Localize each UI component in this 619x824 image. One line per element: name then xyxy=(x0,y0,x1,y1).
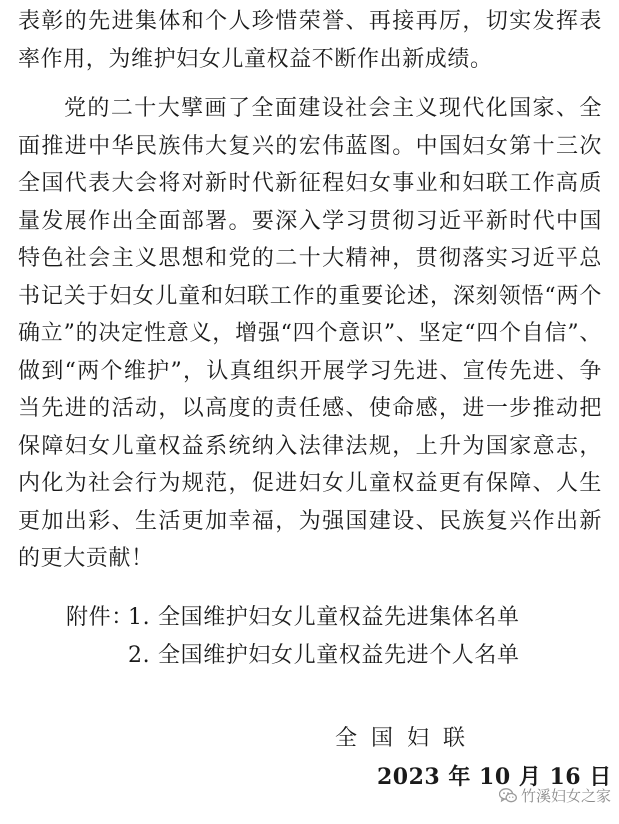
wechat-icon xyxy=(499,788,517,804)
watermark-text: 竹溪妇女之家 xyxy=(520,787,611,805)
signature-date: 2023 年 10 月 16 日 xyxy=(377,764,612,790)
attachment-number: 2. xyxy=(128,643,151,668)
attachments-label: 附件： xyxy=(66,605,134,630)
attachment-title: 全国维护妇女儿童权益先进个人名单 xyxy=(158,643,520,668)
attachment-title: 全国维护妇女儿童权益先进集体名单 xyxy=(158,605,520,630)
signature-organization: 全国妇联 xyxy=(335,726,480,751)
body-paragraph-2: 党的二十大擘画了全面建设社会主义现代化国家、全面推进中华民族伟大复兴的宏伟蓝图。中国妇女第十三次全国代表大会将对新时代新征程妇女事业和妇联工作高质量发展作出全面部署。要深入学习贯彻习近平新时代中国特色社会主义思想和党的二十大精神，贯彻落实习近平总书记关于妇女儿童和妇联工作的重要论述，深刻领悟“两个确立”的决定性意义，增强“四个意识”、坚定“四个自信”、做到“两个维护”，认真组织开展学习先进、宣传先进、争当先进的活动，以高度的责任感、使命感，进一步推动把保障妇女儿童权益系统纳入法律法规，上升为国家意志，内化为社会行为规范，促进妇女儿童权益更有保障、人生更加出彩、生活更加幸福，为强国建设、民族复兴作出新的更大贡献！ xyxy=(18,96,602,571)
attachment-item-2 xyxy=(66,637,520,675)
attachment-number: 1. xyxy=(128,605,151,630)
attachments-label-spacer xyxy=(66,637,128,675)
attachments-block xyxy=(66,599,520,675)
body-paragraph-1: 表彰的先进集体和个人珍惜荣誉、再接再厉，切实发挥表率作用，为维护妇女儿童权益不断作出新成绩。 xyxy=(18,9,602,72)
watermark xyxy=(499,785,611,806)
attachment-item-1 xyxy=(66,599,520,637)
